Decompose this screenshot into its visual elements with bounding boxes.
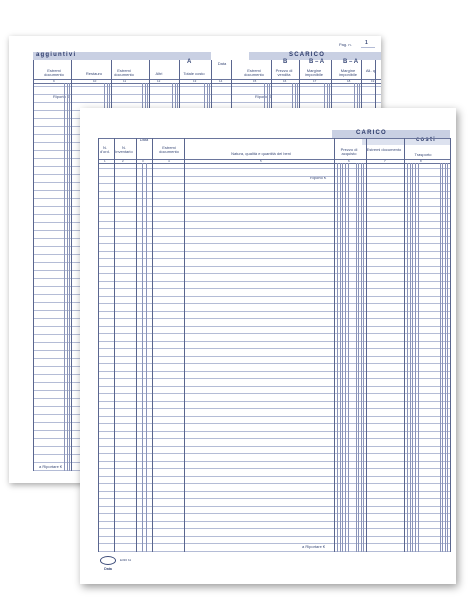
page-number: 1 [365, 40, 368, 46]
ledger-row-line [98, 251, 450, 252]
ledger-row-line [98, 551, 450, 552]
ledger-subcol-line [356, 163, 357, 552]
ledger-row-line [98, 318, 450, 319]
ledger-row-line [98, 371, 450, 372]
ledger-row-line [98, 341, 450, 342]
colnum-12: 12 [157, 79, 161, 83]
ledger-row-line [98, 438, 450, 439]
front-header-top [98, 138, 450, 139]
ledger-row-line [98, 176, 450, 177]
ledger-subcol-line [358, 163, 359, 552]
brand-logo [100, 556, 116, 571]
col-aliquota: Ali- q. [365, 68, 377, 73]
col-estremi-1: Estremi documento [44, 68, 64, 78]
band-costi-label: costi [416, 137, 437, 143]
ledger-col-line [404, 138, 405, 552]
ledger-subcol-line [340, 163, 341, 552]
ledger-row-line [98, 453, 450, 454]
ledger-row-line [98, 228, 450, 229]
ledger-subcol-line [415, 163, 416, 552]
ledger-row-line [98, 393, 450, 394]
ledger-row-line [98, 258, 450, 259]
front-header-rule-1 [98, 159, 450, 160]
header-rule-top [33, 79, 381, 80]
band-scarico-label: SCARICO [289, 52, 326, 58]
ledger-row-line [98, 356, 450, 357]
ledger-row-line [98, 281, 450, 282]
colnum-9: 9 [53, 79, 55, 83]
ledger-row-line [98, 521, 450, 522]
ledger-col-line [152, 138, 153, 552]
page-label: Pag. n. [339, 42, 352, 47]
col-n-ord: N. d'ord. [100, 145, 110, 155]
ledger-subcol-line [440, 163, 441, 552]
ledger-subcol-line [363, 163, 364, 552]
ledger-row-line [98, 401, 450, 402]
ledger-col-line [366, 138, 367, 552]
ledger-row-line [98, 468, 450, 469]
ledger-row-line [98, 416, 450, 417]
ledger-row-line [98, 386, 450, 387]
brand-logo-text: Data [104, 567, 112, 571]
col-data-front: Data [139, 137, 149, 142]
ledger-row-line [98, 168, 450, 169]
col-estremi-costi: Estremi documento [366, 147, 402, 152]
ledger-row-line [98, 333, 450, 334]
ledger-row-line [98, 491, 450, 492]
ledger-subcol-line [445, 163, 446, 552]
letter-a: A [187, 59, 192, 65]
ledger-row-line [98, 461, 450, 462]
ledger-subcol-line [142, 163, 143, 552]
ledger-col-line [71, 60, 72, 471]
ledger-subcol-line [410, 163, 411, 552]
ledger-row-line [98, 423, 450, 424]
ledger-col-line [184, 138, 185, 552]
ledger-row-line [98, 296, 450, 297]
colnum-3: 3 [142, 159, 144, 163]
col-natura: Natura, qualità e quantità dei beni [231, 151, 291, 156]
ledger-row-line [98, 243, 450, 244]
ledger-subcol-line [64, 83, 65, 471]
col-trasporto: Trasporto [414, 152, 432, 157]
col-n-inventario: N. inventario [115, 145, 133, 155]
ledger-col-line [450, 138, 451, 552]
ledger-subcol-line [345, 163, 346, 552]
front-sheet [80, 108, 456, 584]
ledger-row-line [98, 513, 450, 514]
colnum-7: 7 [384, 159, 386, 163]
ledger-subcol-line [418, 163, 419, 552]
ledger-row-line [98, 206, 450, 207]
band-aggiuntivi-label: aggiuntivi [36, 52, 77, 58]
colnum-15: 15 [253, 79, 257, 83]
front-header-rule-2 [98, 163, 450, 164]
ledger-row-line [98, 506, 450, 507]
col-estremi-2: Estremi documento [114, 68, 134, 78]
colnum-10: 10 [93, 79, 97, 83]
ledger-subcol-line [342, 163, 343, 552]
col-estremi-3: Estremi documento [244, 68, 264, 78]
a-riportare-front: a Riportare € [302, 544, 326, 549]
ledger-row-line [98, 311, 450, 312]
riporto-back-right: Riporto € [255, 94, 272, 99]
riporto-front: Riporto € [310, 175, 327, 180]
col-estremi-front: Estremi documento [159, 145, 179, 155]
ledger-row-line [98, 498, 450, 499]
ledger-subcol-line [447, 163, 448, 552]
ledger-row-line [98, 483, 450, 484]
ledger-row-line [98, 378, 450, 379]
letter-b-minus-a-1: B – A [309, 59, 325, 65]
ledger-row-line [98, 221, 450, 222]
ledger-row-line [98, 536, 450, 537]
col-margine-1: Margine imponibile [304, 68, 323, 78]
ledger-col-line [114, 138, 115, 552]
page-number-underline [361, 47, 375, 48]
ledger-subcol-line [407, 163, 408, 552]
ledger-row-line [98, 348, 450, 349]
ledger-row-line [98, 408, 450, 409]
ledger-row-line [98, 363, 450, 364]
ledger-subcol-line [146, 163, 147, 552]
letter-b: B [283, 59, 288, 65]
colnum-18: 18 [347, 79, 351, 83]
ledger-row-line [98, 288, 450, 289]
colnum-2: 2 [122, 159, 124, 163]
ledger-col-line [98, 138, 99, 552]
ledger-col-line [334, 138, 335, 552]
ledger-row-line [98, 303, 450, 304]
col-restauro: Restauro [85, 71, 103, 76]
col-prezzo-acquisto: Prezzo di acquisto [340, 147, 358, 157]
col-prezzo-vendita: Prezzo di vendita [275, 68, 293, 78]
ledger-row-line [98, 183, 450, 184]
ledger-col-line [33, 60, 34, 471]
colnum-16: 16 [283, 79, 287, 83]
ledger-subcol-line [69, 83, 70, 471]
colnum-19: 19 [371, 79, 375, 83]
ledger-subcol-line [337, 163, 338, 552]
ledger-subcol-line [442, 163, 443, 552]
colnum-4: 4 [168, 159, 170, 163]
ledger-row-line [98, 543, 450, 544]
colnum-11: 11 [123, 79, 127, 83]
form-code: E336 b1 [120, 558, 132, 562]
ledger-row-line [98, 213, 450, 214]
ledger-row-line [98, 528, 450, 529]
ledger-col-line [136, 138, 137, 552]
colnum-1: 1 [104, 159, 106, 163]
ledger-row-line [98, 326, 450, 327]
ledger-subcol-line [67, 83, 68, 471]
ledger-row-line [98, 266, 450, 267]
ledger-row-line [98, 191, 450, 192]
ledger-row-line [98, 198, 450, 199]
colnum-17: 17 [313, 79, 317, 83]
colnum-14: 14 [219, 79, 223, 83]
col-totale-costo: Totale costo [183, 71, 205, 76]
band-aggiuntivi [33, 52, 211, 60]
colnum-6: 6 [348, 159, 350, 163]
ledger-subcol-line [412, 163, 413, 552]
ledger-row-line [98, 236, 450, 237]
colnum-13: 13 [193, 79, 197, 83]
col-altri: Altri [155, 71, 163, 76]
ledger-row-line [98, 446, 450, 447]
col-margine-2: Margine imponibile [338, 68, 357, 78]
colnum-5: 5 [260, 159, 262, 163]
ledger-subcol-line [348, 163, 349, 552]
ledger-row-line [98, 273, 450, 274]
riporto-back-left: Riporto € [53, 94, 70, 99]
band-carico-label: CARICO [356, 130, 387, 136]
ledger-subcol-line [361, 163, 362, 552]
letter-b-minus-a-2: B – A [343, 59, 359, 65]
ledger-row-line [98, 476, 450, 477]
ledger-row-line [98, 431, 450, 432]
band-costi [362, 138, 450, 145]
a-riportare-back: a Riportare € [39, 464, 63, 469]
colnum-8: 8 [420, 159, 422, 163]
col-data: Data [217, 61, 227, 66]
